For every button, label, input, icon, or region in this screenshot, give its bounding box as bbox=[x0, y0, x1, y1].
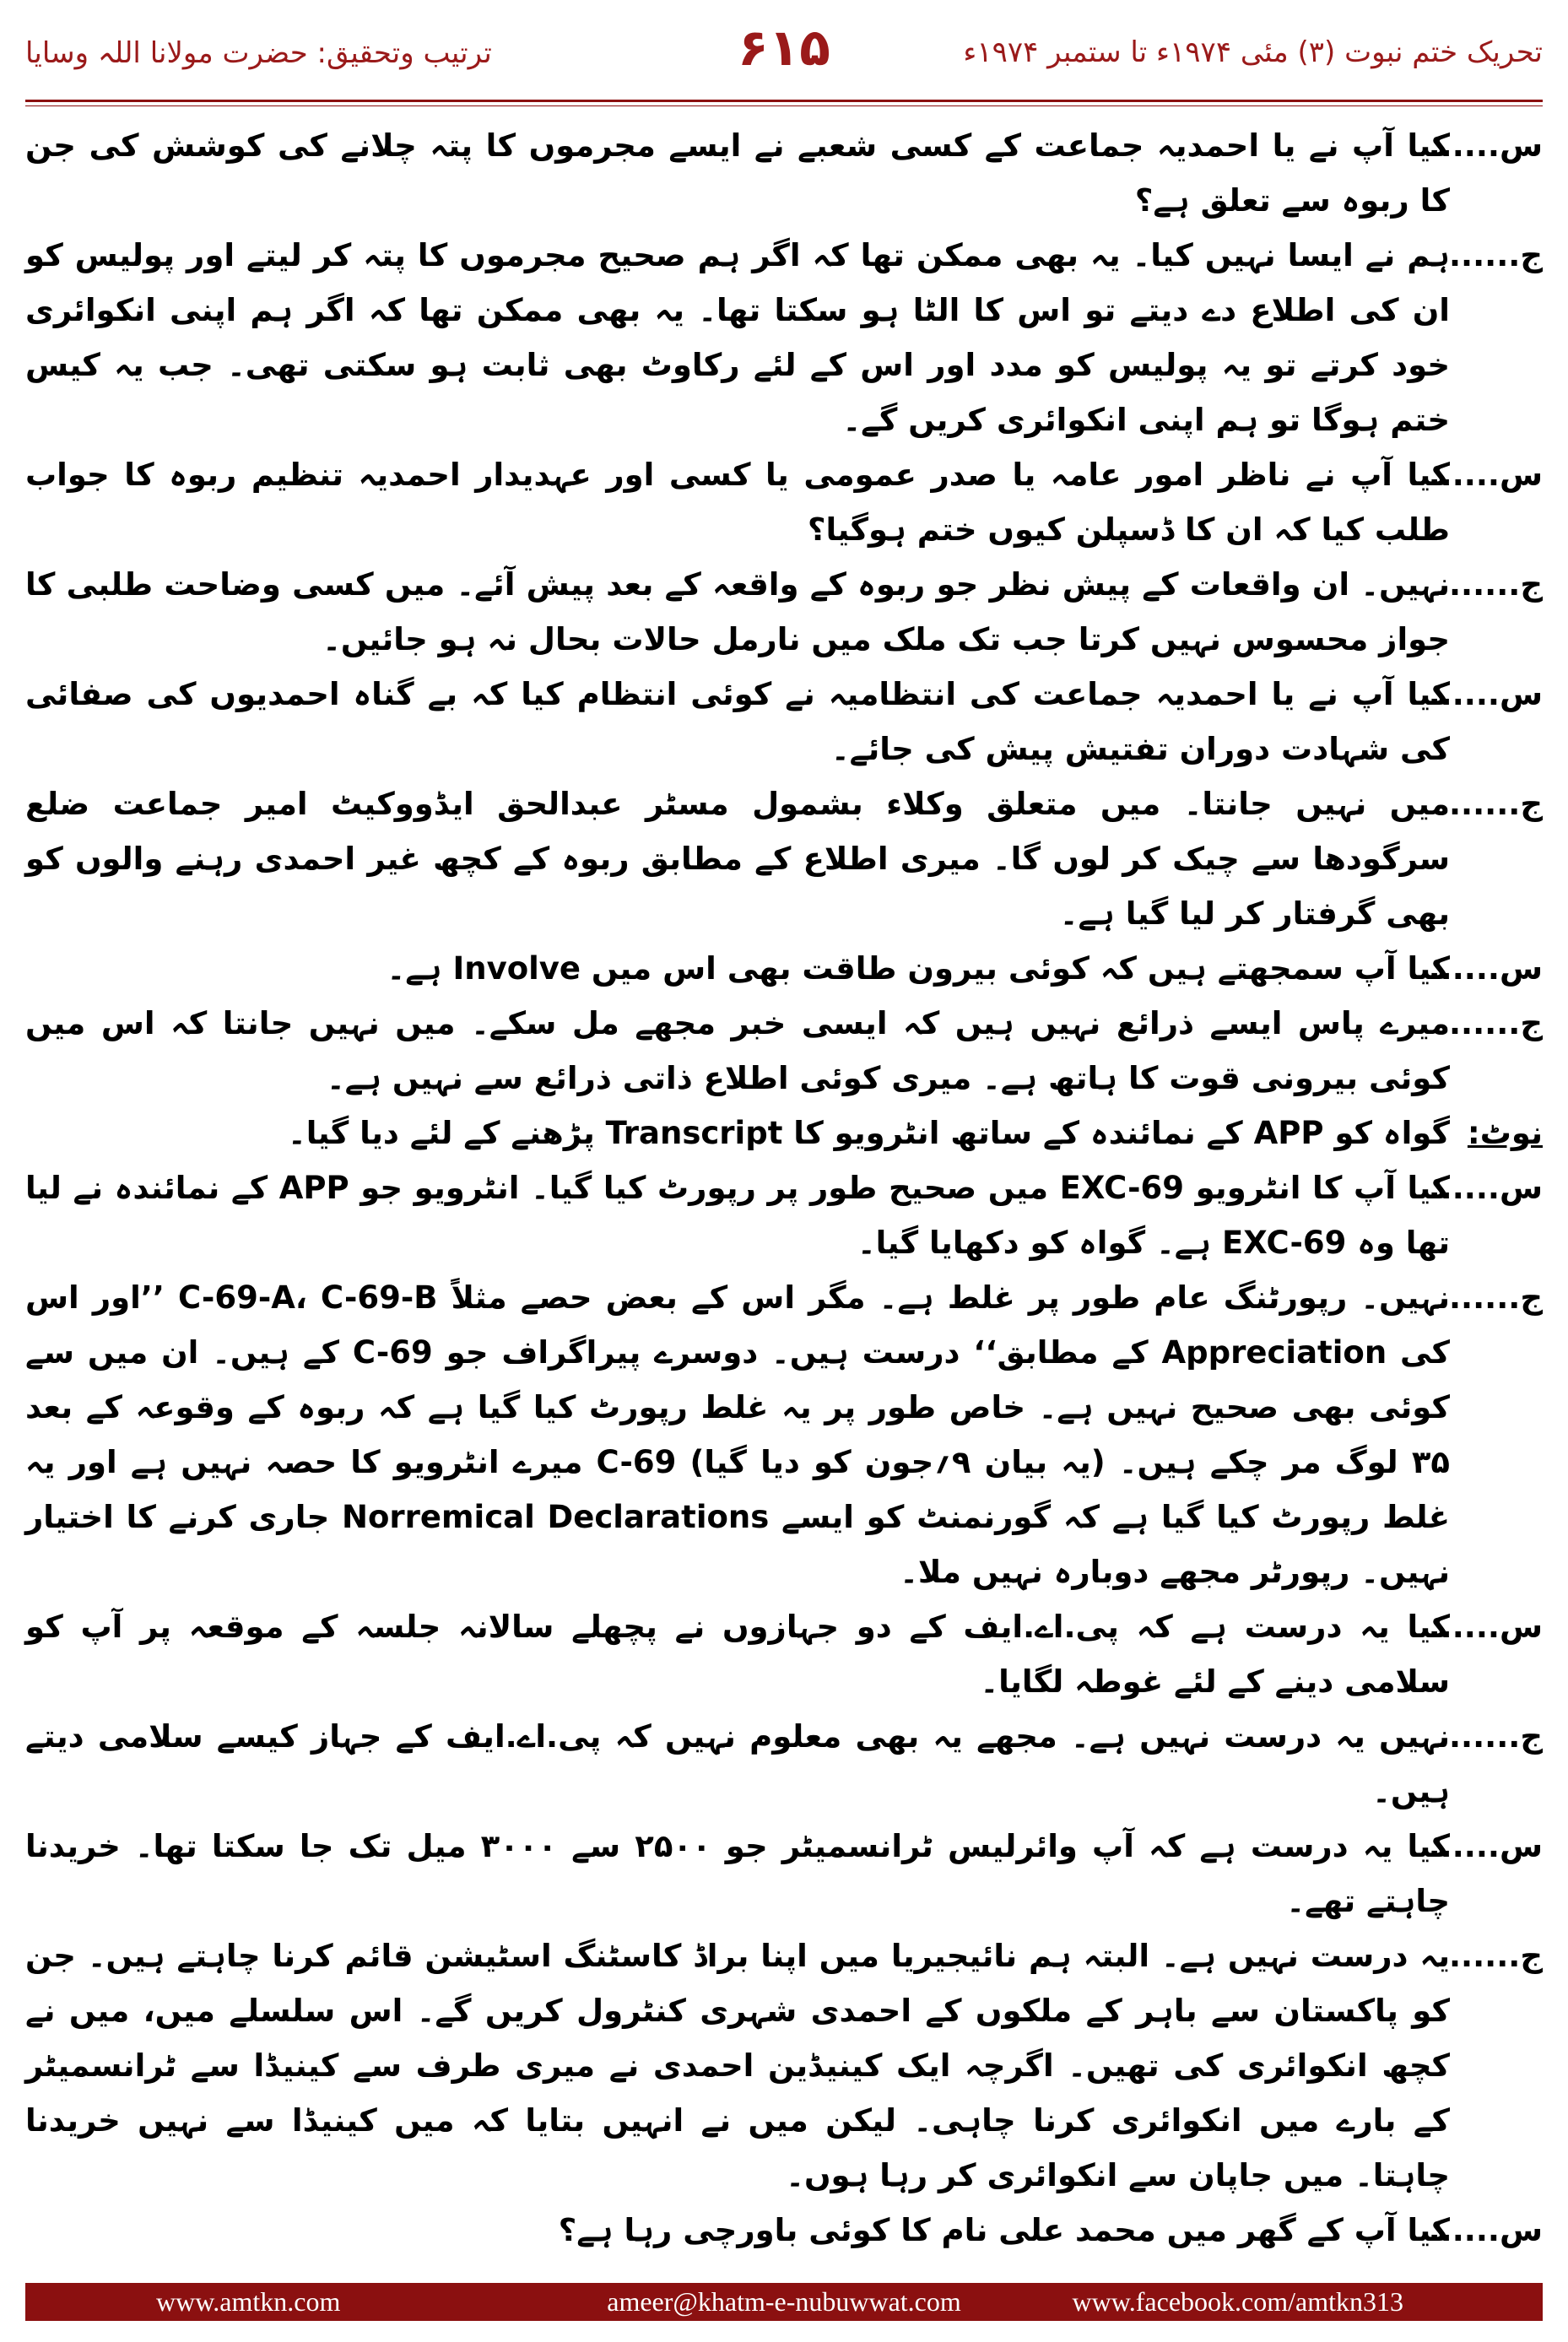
qa-entry bbox=[25, 1928, 1543, 2203]
entry-text: کیا یہ درست ہے کہ پی.اے.ایف کے دو جہازوں نے پچھلے سالانہ جلسہ کے موقعہ پر آپ کو سلامی دینے کے لئے غوطہ لگایا۔ bbox=[25, 1609, 1450, 1700]
qa-entry bbox=[25, 667, 1543, 776]
entry-label: ج...... bbox=[1449, 1279, 1543, 1316]
qa-entry bbox=[25, 2203, 1543, 2258]
entry-label: س...... bbox=[1428, 127, 1543, 164]
qa-entry bbox=[25, 447, 1543, 557]
entry-label: س...... bbox=[1428, 2212, 1543, 2248]
book-title: تحریک ختم نبوت (۳) مئی ۱۹۷۴ء تا ستمبر ۱۹۷۴ء bbox=[963, 35, 1543, 69]
qa-entry bbox=[25, 776, 1543, 941]
entry-text: نہیں یہ درست نہیں ہے۔ مجھے یہ بھی معلوم نہیں کہ پی.اے.ایف کے جہاز کیسے سلامی دیتے ہیں۔ bbox=[25, 1718, 1450, 1809]
entry-label: س...... bbox=[1428, 1170, 1543, 1206]
entry-label: ج...... bbox=[1449, 1718, 1543, 1755]
note-text: گواہ کو APP کے نمائندہ کے ساتھ انٹرویو کا Transcript پڑھنے کے لئے دیا گیا۔ bbox=[288, 1115, 1450, 1151]
note-entry bbox=[25, 1106, 1543, 1160]
qa-entry bbox=[25, 996, 1543, 1106]
entry-text: کیا آپ نے ناظر امور عامہ یا صدر عمومی یا کسی اور عہدیدار احمدیہ تنظیم ربوہ کا جواب طلب کیا کہ ان کا ڈسپلن کیوں ختم ہوگیا؟ bbox=[25, 457, 1450, 548]
qa-entry bbox=[25, 557, 1543, 667]
entry-text: نہیں۔ رپورٹنگ عام طور پر غلط ہے۔ مگر اس کے بعض حصے مثلاً C-69-A، C-69-B ’’اور اس کی Appreciation کے مطابق‘‘ درست ہیں۔ دوسرے پیراگراف جو C-69 کے ہیں۔ ان میں سے کوئی بھی صحیح نہیں ہے۔ خاص طور پر یہ غلط رپورٹ کیا گیا ہے کہ ربوہ کے وقوعہ کے بعد ۳۵ لوگ مر چکے ہیں۔ (یہ بیان ۹؍جون کو دیا گیا) C-69 میرے انٹرویو کا حصہ نہیں ہے اور یہ غلط رپورٹ کیا گیا ہے کہ گورنمنٹ کو ایسے Norremical Declarations جاری کرنے کا اختیار نہیں۔ رپورٹر مجھے دوبارہ نہیں ملا۔ bbox=[25, 1279, 1451, 1590]
entry-text: میں نہیں جانتا۔ میں متعلق وکلاء بشمول مسٹر عبدالحق ایڈووکیٹ امیر جماعت ضلع سرگودھا سے چیک کر لوں گا۔ میری اطلاع کے مطابق ربوہ کے کچھ غیر احمدی رہنے والوں کو بھی گرفتار کر لیا گیا ہے۔ bbox=[25, 786, 1450, 932]
qa-entry bbox=[25, 1160, 1543, 1270]
qa-entry bbox=[25, 941, 1543, 996]
entry-label: س...... bbox=[1428, 1609, 1543, 1645]
email-link[interactable]: ameer@khatm-e-nubuwwat.com bbox=[607, 2286, 961, 2317]
header-rule-thin bbox=[25, 105, 1543, 106]
qa-entry bbox=[25, 118, 1543, 228]
entry-text: کیا یہ درست ہے کہ آپ وائرلیس ٹرانسمیٹر جو ۲۵۰۰ سے ۳۰۰۰ میل تک جا سکتا تھا۔ خریدنا چاہتے تھے۔ bbox=[25, 1828, 1450, 1919]
page-body bbox=[25, 118, 1543, 2262]
entry-label: س...... bbox=[1428, 457, 1543, 493]
compiler-credit: ترتیب وتحقیق: حضرت مولانا اللہ وسایا bbox=[25, 36, 492, 70]
website-link[interactable]: www.amtkn.com bbox=[156, 2286, 341, 2317]
note-label: نوٹ: bbox=[1467, 1115, 1543, 1151]
qa-entry bbox=[25, 1819, 1543, 1928]
entry-text: کیا آپ کا انٹرویو EXC-69 میں صحیح طور پر رپورٹ کیا گیا۔ انٹرویو جو APP کے نمائندہ نے لیا تھا وہ EXC-69 ہے۔ گواہ کو دکھایا گیا۔ bbox=[25, 1170, 1450, 1261]
entry-label: س...... bbox=[1428, 676, 1543, 712]
entry-text: ہم نے ایسا نہیں کیا۔ یہ بھی ممکن تھا کہ اگر ہم صحیح مجرموں کا پتہ کر لیتے اور پولیس کو ان کی اطلاع دے دیتے تو اس کا الٹا ہو سکتا تھا۔ یہ بھی ممکن تھا کہ اگر ہم اپنی انکوائری خود کرتے تو یہ پولیس کو مدد اور اس کے لئے رکاوٹ بھی ثابت ہو سکتی تھی۔ جب یہ کیس ختم ہوگا تو ہم اپنی انکوائری کریں گے۔ bbox=[25, 237, 1450, 438]
qa-entry bbox=[25, 228, 1543, 447]
page-footer bbox=[25, 2283, 1543, 2321]
entry-text: نہیں۔ ان واقعات کے پیش نظر جو ربوہ کے واقعہ کے بعد پیش آئے۔ میں کسی وضاحت طلبی کا جواز محسوس نہیں کرتا جب تک ملک میں نارمل حالات بحال نہ ہو جائیں۔ bbox=[25, 566, 1450, 657]
entry-label: س...... bbox=[1428, 950, 1543, 987]
header-rule-thick bbox=[25, 100, 1543, 102]
entry-label: ج...... bbox=[1449, 1938, 1543, 1974]
qa-entry bbox=[25, 1599, 1543, 1709]
entry-text: کیا آپ نے یا احمدیہ جماعت کے کسی شعبے نے ایسے مجرموں کا پتہ چلانے کی کوشش کی جن کا ربوہ سے تعلق ہے؟ bbox=[25, 127, 1450, 219]
entry-text: کیا آپ سمجھتے ہیں کہ کوئی بیرون طاقت بھی اس میں Involve ہے۔ bbox=[387, 950, 1450, 987]
entry-text: کیا آپ نے یا احمدیہ جماعت کی انتظامیہ نے کوئی انتظام کیا کہ بے گناہ احمدیوں کی صفائی کی شہادت دوران تفتیش پیش کی جائے۔ bbox=[25, 676, 1450, 767]
entry-label: ج...... bbox=[1449, 786, 1543, 822]
qa-entry bbox=[25, 1709, 1543, 1819]
entry-text: یہ درست نہیں ہے۔ البتہ ہم نائیجیریا میں اپنا براڈ کاسٹنگ اسٹیشن قائم کرنا چاہتے ہیں۔ جن کو پاکستان سے باہر کے ملکوں کے احمدی شہری کنٹرول کریں گے۔ اس سلسلے میں، میں نے کچھ انکوائری کی تھیں۔ اگرچہ ایک کینیڈین احمدی نے میری طرف سے کینیڈا سے ٹرانسمیٹر کے بارے میں انکوائری کرنا چاہی۔ لیکن میں نے انہیں بتایا کہ میں کینیڈا سے نہیں خریدنا چاہتا۔ میں جاپان سے انکوائری کر رہا ہوں۔ bbox=[25, 1938, 1450, 2193]
facebook-link[interactable]: www.facebook.com/amtkn313 bbox=[1072, 2286, 1403, 2317]
entry-label: ج...... bbox=[1449, 237, 1543, 273]
page-number: ۶۱۵ bbox=[738, 19, 830, 78]
entry-text: میرے پاس ایسے ذرائع نہیں ہیں کہ ایسی خبر مجھے مل سکے۔ میں نہیں جانتا کہ اس میں کوئی بیرونی قوت کا ہاتھ ہے۔ میری کوئی اطلاع ذاتی ذرائع سے نہیں ہے۔ bbox=[25, 1005, 1450, 1096]
qa-entry bbox=[25, 1270, 1543, 1599]
entry-label: س...... bbox=[1428, 1828, 1543, 1864]
page-header bbox=[0, 0, 1568, 97]
entry-text: کیا آپ کے گھر میں محمد علی نام کا کوئی باورچی رہا ہے؟ bbox=[558, 2212, 1450, 2248]
entry-label: ج...... bbox=[1449, 1005, 1543, 1041]
entry-label: ج...... bbox=[1449, 566, 1543, 603]
